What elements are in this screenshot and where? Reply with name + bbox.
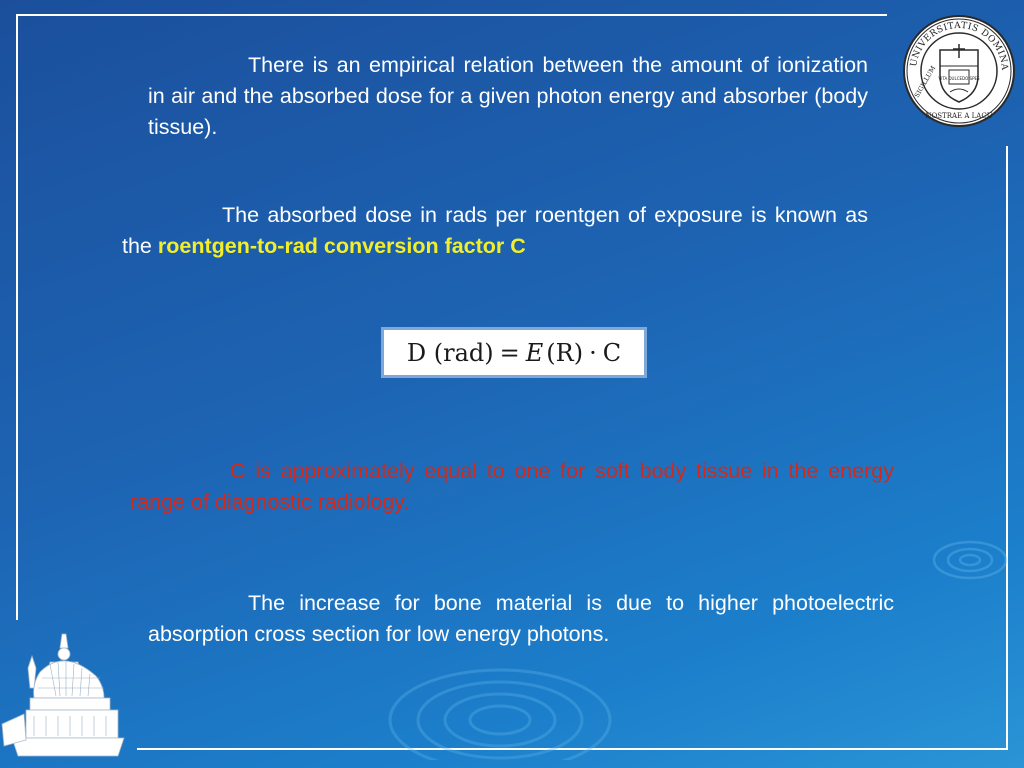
- conversion-factor-highlight: roentgen-to-rad conversion factor C: [157, 234, 526, 258]
- seal-text-top: UNIVERSITATIS DOMINA: [909, 20, 1010, 72]
- paragraph-empirical-relation: [148, 50, 868, 143]
- paragraph-1-text: There is an empirical relation between the amount of ionization in air and the absorbed dose for a given photon energy and absorber (body tissue).: [148, 53, 868, 139]
- formula-roentgen: (R): [546, 338, 584, 367]
- formula-factor-c: C: [602, 338, 622, 367]
- dose-formula: [381, 327, 647, 378]
- bottom-frame-line: [137, 748, 1008, 750]
- right-frame-line: [1006, 146, 1008, 750]
- top-frame-line: [16, 14, 887, 16]
- formula-exposure: E: [525, 338, 544, 367]
- paragraph-soft-tissue: [130, 456, 894, 518]
- formula-lhs: D (rad): [406, 338, 494, 367]
- water-ripple-decoration: [380, 650, 620, 760]
- paragraph-bone-material: [148, 588, 894, 650]
- seal-text-right: NOSTRAE A LACU: [925, 112, 993, 120]
- paragraph-2-text: The absorbed dose in rads per roentgen of exposure is known as the: [122, 203, 868, 258]
- seal-banner: VITA DULCEDO SPES: [938, 76, 980, 81]
- formula-equals: =: [499, 338, 520, 367]
- paragraph-3-text: C is approximately equal to one for soft body tissue in the energy range of diagnostic radiology.: [130, 459, 894, 514]
- seal-text-left: SIGILLUM: [912, 64, 938, 99]
- left-frame-line: [16, 14, 18, 620]
- formula-dot: ·: [589, 338, 597, 367]
- golden-dome-icon: [0, 628, 130, 760]
- paragraph-conversion-factor: [122, 200, 868, 262]
- paragraph-4-text: The increase for bone material is due to higher photoelectric absorption cross section for low energy photons.: [148, 591, 894, 646]
- university-seal-icon: [902, 14, 1016, 128]
